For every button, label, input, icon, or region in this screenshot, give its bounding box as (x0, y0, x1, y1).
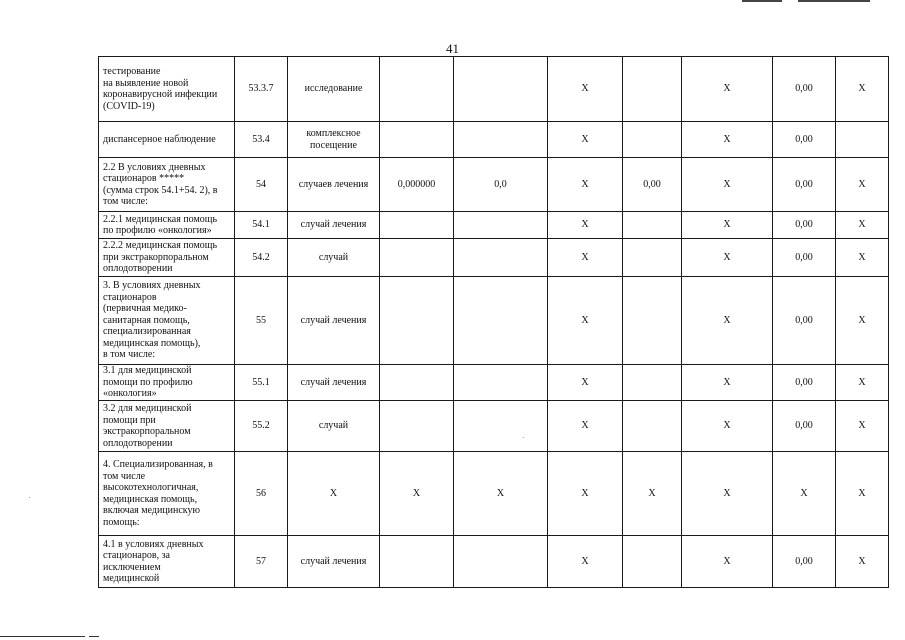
row-cell: X (623, 452, 682, 536)
row-cell (454, 536, 548, 588)
row-cell (623, 239, 682, 277)
row-cell (454, 122, 548, 158)
row-cell: 0,00 (773, 239, 836, 277)
row-cell: 0,00 (773, 401, 836, 452)
row-cell (454, 401, 548, 452)
row-code: 53.4 (235, 122, 288, 158)
row-cell: X (682, 401, 773, 452)
row-cell: X (836, 452, 889, 536)
row-unit: X (288, 452, 380, 536)
row-cell: X (836, 57, 889, 122)
row-cell (380, 212, 454, 239)
row-cell: X (773, 452, 836, 536)
row-cell: X (682, 57, 773, 122)
footnote-rule-tail (89, 636, 99, 637)
row-cell (836, 122, 889, 158)
row-name: 2.2.1 медицинская помощь по профилю «онкология» (99, 212, 235, 239)
tariff-table (98, 56, 889, 588)
row-cell (380, 365, 454, 401)
row-cell: X (548, 277, 623, 365)
table-row (99, 122, 889, 158)
row-cell: X (380, 452, 454, 536)
row-cell: X (682, 212, 773, 239)
row-unit: комплексное посещение (288, 122, 380, 158)
row-code: 56 (235, 452, 288, 536)
row-cell: 0,00 (773, 536, 836, 588)
row-cell (623, 536, 682, 588)
row-cell (623, 277, 682, 365)
row-code: 54.2 (235, 239, 288, 277)
scan-speck (523, 437, 524, 438)
row-cell: X (548, 239, 623, 277)
row-cell: X (682, 277, 773, 365)
row-cell: X (836, 401, 889, 452)
row-name: 2.2 В условиях дневных стационаров ***** (сумма строк 54.1+54. 2), в том числе: (99, 158, 235, 212)
page-number: 41 (446, 41, 459, 56)
row-cell: 0,00 (773, 57, 836, 122)
table-row (99, 212, 889, 239)
row-cell: X (548, 536, 623, 588)
table-row (99, 277, 889, 365)
row-cell (454, 239, 548, 277)
top-rule-left (742, 0, 782, 2)
row-cell (380, 401, 454, 452)
row-code: 55.1 (235, 365, 288, 401)
row-unit: случай (288, 239, 380, 277)
row-unit: случаев лечения (288, 158, 380, 212)
row-code: 53.3.7 (235, 57, 288, 122)
row-cell: 0,00 (623, 158, 682, 212)
row-cell: X (836, 277, 889, 365)
row-unit: случай лечения (288, 536, 380, 588)
row-cell: X (836, 212, 889, 239)
row-cell (623, 122, 682, 158)
row-cell: X (836, 239, 889, 277)
row-name: 2.2.2 медицинская помощь при экстракорпоральном оплодотворении (99, 239, 235, 277)
row-cell: 0,0 (454, 158, 548, 212)
row-name: 4. Специализированная, в том числе высокотехнологичная, медицинская помощь, включая медицинскую помощь: (99, 452, 235, 536)
row-cell (623, 365, 682, 401)
row-cell: X (836, 365, 889, 401)
row-cell (454, 277, 548, 365)
row-unit: случай лечения (288, 212, 380, 239)
row-cell (454, 212, 548, 239)
row-cell (623, 57, 682, 122)
row-cell: X (454, 452, 548, 536)
row-cell: X (836, 158, 889, 212)
row-cell: X (682, 452, 773, 536)
table-row (99, 365, 889, 401)
row-code: 54.1 (235, 212, 288, 239)
row-name: 3.2 для медицинской помощи при экстракорпоральном оплодотворении (99, 401, 235, 452)
row-code: 55.2 (235, 401, 288, 452)
row-cell: 0,000000 (380, 158, 454, 212)
row-cell: X (682, 158, 773, 212)
row-name: тестирование на выявление новой коронавирусной инфекции (COVID-19) (99, 57, 235, 122)
row-cell (454, 57, 548, 122)
table-row (99, 401, 889, 452)
row-cell: X (682, 365, 773, 401)
row-code: 55 (235, 277, 288, 365)
row-name: 3.1 для медицинской помощи по профилю «онкология» (99, 365, 235, 401)
row-cell: X (548, 122, 623, 158)
row-cell: X (548, 401, 623, 452)
row-name: 4.1 в условиях дневных стационаров, за исключением медицинской (99, 536, 235, 588)
row-cell (380, 57, 454, 122)
row-cell: X (548, 158, 623, 212)
row-name: 3. В условиях дневных стационаров (первичная медико- санитарная помощь, специализированная медицинская помощь), в том числе: (99, 277, 235, 365)
row-cell (380, 536, 454, 588)
row-unit: исследование (288, 57, 380, 122)
row-code: 57 (235, 536, 288, 588)
row-cell: X (682, 122, 773, 158)
row-cell: X (682, 536, 773, 588)
row-cell (380, 239, 454, 277)
row-code: 54 (235, 158, 288, 212)
row-cell: 0,00 (773, 212, 836, 239)
row-cell (623, 212, 682, 239)
row-cell: X (548, 212, 623, 239)
row-cell (454, 365, 548, 401)
row-cell (623, 401, 682, 452)
row-cell: X (548, 365, 623, 401)
table-row (99, 452, 889, 536)
row-cell: X (548, 57, 623, 122)
scan-speck (29, 497, 30, 498)
row-cell: 0,00 (773, 122, 836, 158)
table-row (99, 158, 889, 212)
footnote-rule (0, 636, 85, 637)
row-cell (380, 277, 454, 365)
row-cell: X (548, 452, 623, 536)
row-unit: случай (288, 401, 380, 452)
row-cell: X (682, 239, 773, 277)
table-row (99, 536, 889, 588)
row-cell (380, 122, 454, 158)
row-cell: 0,00 (773, 277, 836, 365)
table-row (99, 57, 889, 122)
row-name: диспансерное наблюдение (99, 122, 235, 158)
row-cell: X (836, 536, 889, 588)
top-rule-right (798, 0, 870, 2)
row-cell: 0,00 (773, 365, 836, 401)
row-cell: 0,00 (773, 158, 836, 212)
row-unit: случай лечения (288, 365, 380, 401)
table-row (99, 239, 889, 277)
table-body (99, 57, 889, 588)
row-unit: случай лечения (288, 277, 380, 365)
